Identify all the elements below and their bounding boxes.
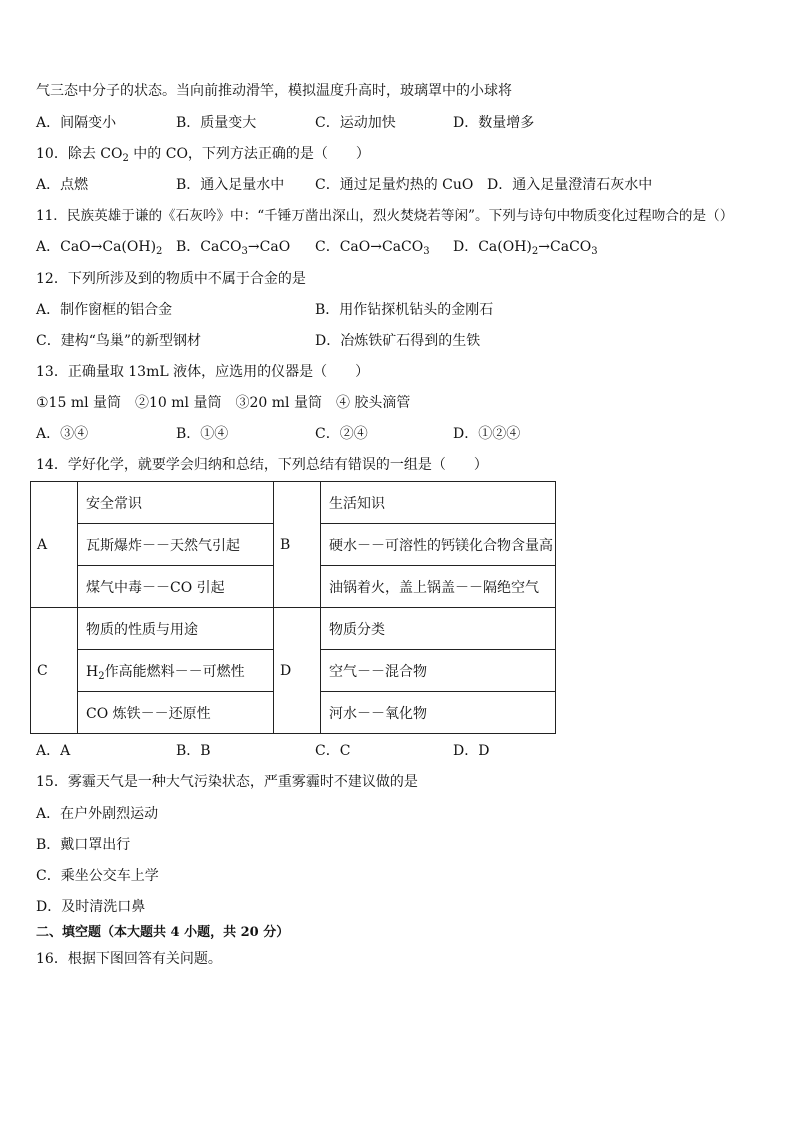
q14-option-b: B．B [176,743,211,759]
table-cell-c-title: 物质的性质与用途 [78,608,274,650]
table-label-a: A [31,482,78,608]
section-heading: 二、填空题（本大题共 4 小题，共 20 分） [36,925,290,940]
q10-option-a: A．点燃 [36,177,89,193]
q11-option-c: C．CaO→CaCO$_3$ [315,239,430,257]
q13-stem: 13．正确量取 13mL 液体，应选用的仪器是（ ） [36,364,370,380]
q13-option-d: D．①②④ [453,426,521,442]
q13-option-a: A．③④ [36,426,89,442]
q11-option-d: D．$Ca(OH)_2\to CaCO_3$ [453,239,598,257]
table-cell-a-2: 煤气中毒－－CO 引起 [78,566,274,608]
q11-option-b: B．CaCO$_3$→CaO [176,239,291,257]
q13-items: ①15 ml 量筒 ②10 ml 量筒 ③20 ml 量筒 ④ 胶头滴管 [36,395,411,411]
q15-option-a: A．在户外剧烈运动 [36,806,159,822]
q9-option-b: B．质量变大 [176,115,257,131]
q10-option-c: C．通过足量灼热的 CuO [315,177,474,193]
table-cell-c-2: CO 炼铁－－还原性 [78,692,274,734]
q10-stem: 10．除去 $CO_2$ 中的 CO，下列方法正确的是（ ） [36,146,370,164]
q15-stem: 15．雾霾天气是一种大气污染状态，严重雾霾时不建议做的是 [36,774,418,790]
q12-option-c: C．建构“鸟巢”的新型钢材 [36,333,202,349]
q14-option-a: A．A [36,743,71,759]
q12-stem: 12．下列所涉及到的物质中不属于合金的是 [36,271,306,287]
q15-option-c: C．乘坐公交车上学 [36,868,159,884]
q14-option-d: D．D [453,743,490,759]
q16-stem: 16．根据下图回答有关问题。 [36,951,222,967]
q14-table [30,481,556,734]
table-cell-a-title: 安全常识 [78,482,274,524]
q11-option-a: A．$CaO\to Ca(OH)_2$ [36,239,163,257]
q11-stem: 11．民族英雄于谦的《石灰吟》中：“千锤万凿出深山，烈火焚烧若等闲”。下列与诗句中物质变化过程吻合的是（） [36,208,734,224]
q9-option-d: D．数量增多 [453,115,535,131]
q12-option-d: D．冶炼铁矿石得到的生铁 [315,333,481,349]
q15-option-b: B．戴口罩出行 [36,837,131,853]
q12-option-a: A．制作窗框的铝合金 [36,302,173,318]
q9-intro-text: 气三态中分子的状态。当向前推动滑竿，模拟温度升高时，玻璃罩中的小球将 [36,83,512,99]
table-cell-b-title: 生活知识 [321,482,556,524]
table-label-c: C [31,608,78,734]
q13-option-c: C．②④ [315,426,368,442]
q12-option-b: B．用作钻探机钻头的金刚石 [315,302,494,318]
q14-option-c: C．C [315,743,351,759]
q10-option-d: D．通入足量澄清石灰水中 [487,177,653,193]
table-cell-d-title: 物质分类 [321,608,556,650]
q9-option-c: C．运动加快 [315,115,396,131]
q14-stem: 14．学好化学，就要学会归纳和总结，下列总结有错误的一组是（ ） [36,457,488,473]
q10-option-b: B．通入足量水中 [176,177,285,193]
q9-option-a: A．间隔变小 [36,115,117,131]
table-cell-d-1: 空气－－混合物 [321,650,556,692]
table-cell-b-2: 油锅着火，盖上锅盖－－隔绝空气 [321,566,556,608]
table-label-b: B [274,482,321,608]
table-cell-d-2: 河水－－氧化物 [321,692,556,734]
table-cell-b-1: 硬水－－可溶性的钙镁化合物含量高 [321,524,556,566]
q15-option-d: D．及时清洗口鼻 [36,899,146,915]
table-label-d: D [274,608,321,734]
table-cell-c-1: $H_2$作高能燃料－－可燃性 [78,650,274,692]
table-cell-a-1: 瓦斯爆炸－－天然气引起 [78,524,274,566]
q13-option-b: B．①④ [176,426,229,442]
